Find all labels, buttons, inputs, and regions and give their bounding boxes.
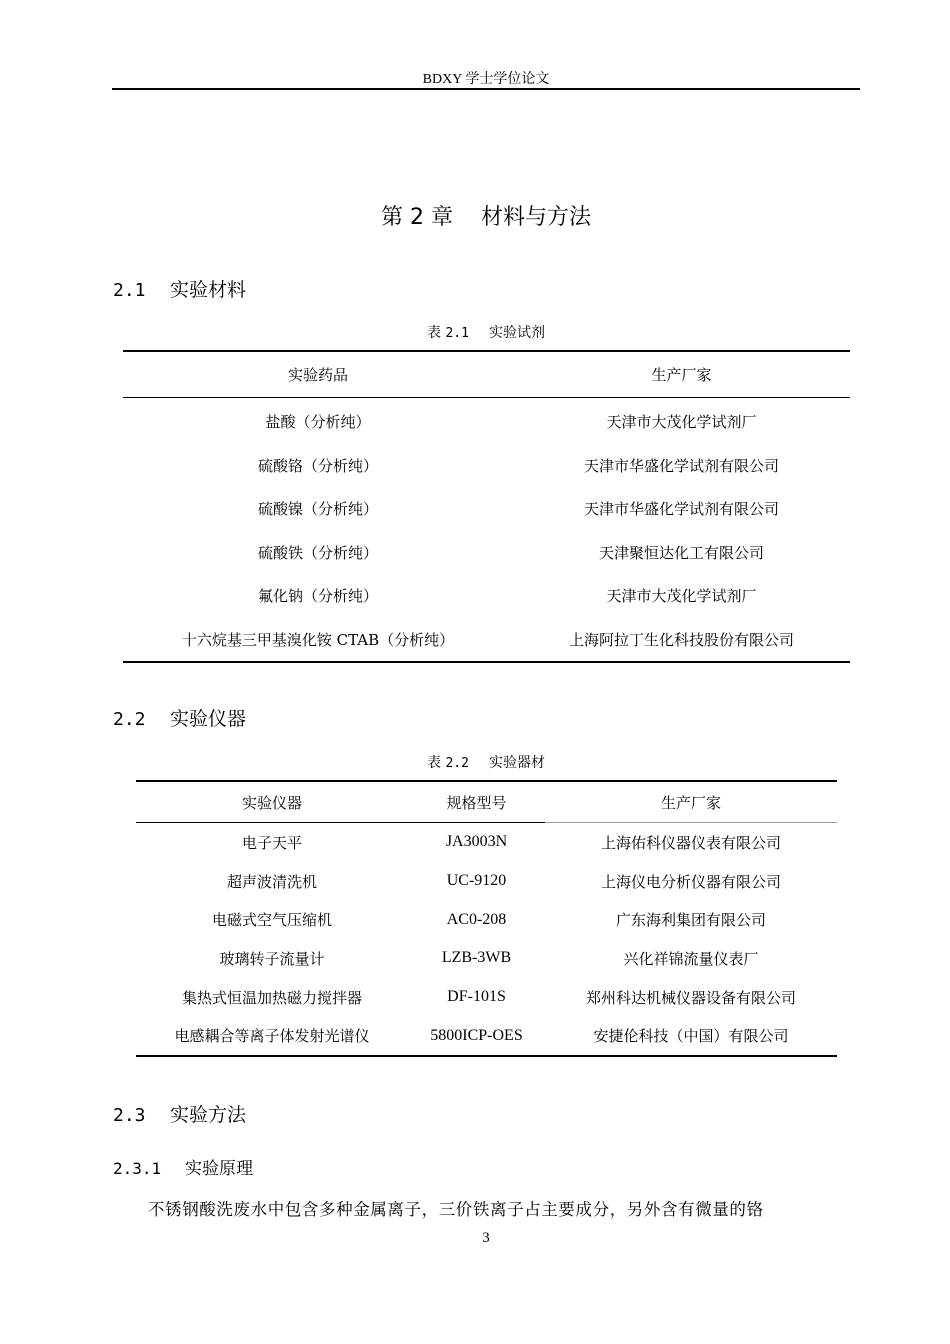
section-number: 2.1 <box>113 280 146 301</box>
table-cell: 电感耦合等离子体发射光谱仪 <box>174 1027 370 1046</box>
table-cell: 电子天平 <box>241 833 302 852</box>
table-cell: 上海仪电分析仪器有限公司 <box>600 872 781 891</box>
table-cell: 郑州科达机械仪器设备有限公司 <box>585 988 796 1007</box>
table-caption-2-1 <box>112 322 860 342</box>
section-title: 实验仪器 <box>170 708 247 730</box>
table-cell: 玻璃转子流量计 <box>219 949 325 968</box>
table-cell: 氟化钠（分析纯） <box>257 587 378 606</box>
section-title: 实验材料 <box>170 279 247 301</box>
page-number: 3 <box>482 1230 490 1246</box>
table-row <box>136 862 837 901</box>
table-cell: 硫酸铬（分析纯） <box>257 456 378 475</box>
table-cell: 5800ICP-OES <box>430 1026 523 1044</box>
table-cell: 天津市华盛化学试剂有限公司 <box>583 500 779 519</box>
section-heading-2-3 <box>113 1100 246 1127</box>
table-row <box>136 900 837 939</box>
caption-title: 实验器材 <box>488 755 545 771</box>
section-number: 2.2 <box>113 709 146 730</box>
section-number: 2.3 <box>113 1105 146 1126</box>
table-row <box>123 531 850 575</box>
subsection-heading-2-3-1 <box>113 1154 253 1179</box>
column-header: 生产厂家 <box>545 781 837 823</box>
table-cell: 电磁式空气压缩机 <box>211 911 332 930</box>
table-cell: 天津市大茂化学试剂厂 <box>606 413 757 432</box>
caption-label: 表 <box>427 325 442 341</box>
table-row <box>136 939 837 978</box>
table-cell: 集热式恒温加热磁力搅拌器 <box>181 988 362 1007</box>
running-header: BDXY 学士学位论文 <box>422 72 550 87</box>
caption-label: 表 <box>427 755 442 771</box>
table-cell: AC0-208 <box>446 910 507 928</box>
table-header-row <box>123 351 850 398</box>
column-header: 实验仪器 <box>136 781 408 823</box>
table-cell: 天津聚恒达化工有限公司 <box>598 543 764 562</box>
table-cell: LZB-3WB <box>441 949 512 967</box>
reagents-table <box>123 350 850 663</box>
table-cell: 十六烷基三甲基溴化铵 CTAB（分析纯） <box>181 630 455 649</box>
table-header-row <box>136 781 837 823</box>
table-cell: 超声波清洗机 <box>226 872 317 891</box>
table-row <box>136 1016 837 1056</box>
table-row <box>123 444 850 488</box>
instruments-table <box>136 780 837 1057</box>
caption-number: 2.2 <box>445 756 469 771</box>
chapter-number: 第 2 章 <box>381 205 453 230</box>
table-cell: UC-9120 <box>446 872 507 890</box>
column-header: 规格型号 <box>408 781 545 823</box>
table-cell: 天津市华盛化学试剂有限公司 <box>583 456 779 475</box>
body-paragraph: 不锈钢酸洗废水中包含多种金属离子，三价铁离子占主要成分，另外含有微量的铬 <box>148 1200 764 1219</box>
column-header: 实验药品 <box>123 351 513 398</box>
column-header: 生产厂家 <box>513 351 850 398</box>
table-caption-2-2 <box>112 752 860 772</box>
caption-title: 实验试剂 <box>488 325 545 341</box>
table-cell: 硫酸铁（分析纯） <box>257 543 378 562</box>
section-heading-2-1 <box>113 275 246 302</box>
chapter-name: 材料与方法 <box>480 205 591 230</box>
subsection-number: 2.3.1 <box>113 1159 162 1178</box>
table-row <box>123 618 850 663</box>
table-cell: 安捷伦科技（中国）有限公司 <box>593 1027 789 1046</box>
section-title: 实验方法 <box>170 1104 247 1126</box>
table-row <box>136 823 837 862</box>
section-heading-2-2 <box>113 704 246 731</box>
table-row <box>136 978 837 1017</box>
table-row <box>123 574 850 618</box>
table-cell: 兴化祥锦流量仪表厂 <box>623 949 759 968</box>
table-cell: 硫酸镍（分析纯） <box>257 500 378 519</box>
caption-number: 2.1 <box>445 326 469 341</box>
table-row <box>123 398 850 444</box>
subsection-title: 实验原理 <box>185 1159 253 1179</box>
table-cell: 天津市大茂化学试剂厂 <box>606 587 757 606</box>
header-rule <box>112 88 860 90</box>
table-cell: JA3003N <box>445 833 508 851</box>
table-cell: 盐酸（分析纯） <box>265 413 371 432</box>
table-row <box>123 487 850 531</box>
table-cell: 上海佑科仪器仪表有限公司 <box>600 833 781 852</box>
table-cell: DF-101S <box>447 988 506 1006</box>
table-cell: 上海阿拉丁生化科技股份有限公司 <box>568 630 794 649</box>
table-cell: 广东海利集团有限公司 <box>615 911 766 930</box>
chapter-title <box>112 200 860 231</box>
